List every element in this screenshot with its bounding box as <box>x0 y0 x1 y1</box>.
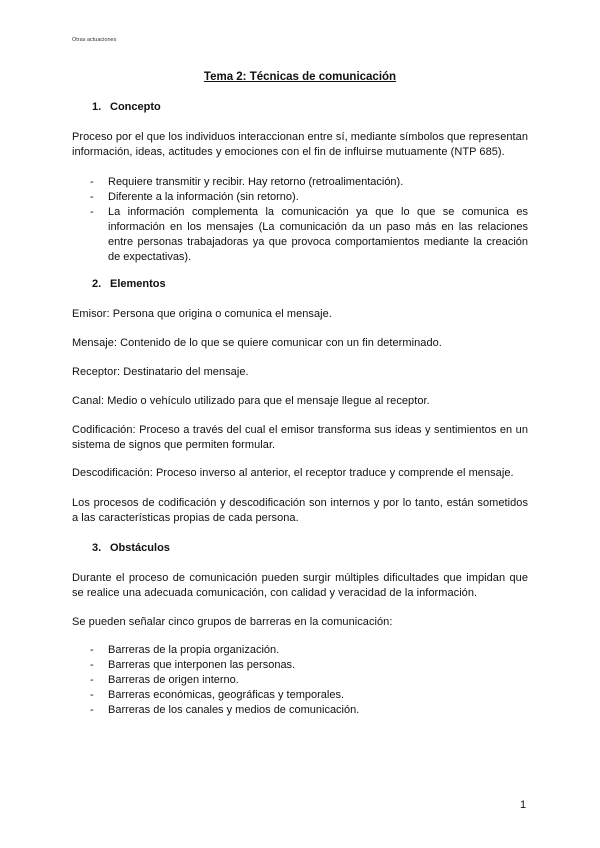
elemento-receptor: Receptor: Destinatario del mensaje. <box>72 366 249 378</box>
section-heading-elementos <box>92 278 166 290</box>
obstaculos-paragraph-1: Durante el proceso de comunicación pueden surgir múltiples dificultades que impidan que se realice una adecuada comunicación, con calidad y veracidad de la información. <box>72 572 528 599</box>
list-item: - Barreras que interponen las personas. <box>90 659 296 671</box>
list-item: - Barreras de los canales y medios de comunicación. <box>90 704 360 716</box>
list-item-text: Barreras que interponen las personas. <box>108 659 296 671</box>
list-item-text: La información complementa la comunicación ya que lo que se comunica es información en los mensajes (La comunicación da un paso más en las relaciones entre personas trabajadoras ya que provoca comportamientos mediante la creación de expectativas). <box>108 206 528 263</box>
list-item-text: Requiere transmitir y recibir. Hay retorno (retroalimentación). <box>108 176 404 188</box>
list-item: - Barreras económicas, geográficas y temporales. <box>90 689 344 701</box>
elemento-descodificacion: Descodificación: Proceso inverso al anterior, el receptor traduce y comprende el mensaje. <box>72 467 514 479</box>
list-item-text: Diferente a la información (sin retorno). <box>108 191 299 203</box>
list-item: - Barreras de la propia organización. <box>90 644 280 656</box>
concepto-paragraph: Proceso por el que los individuos interaccionan entre sí, mediante símbolos que representan información, ideas, actitudes y emociones con el fin de influirse mutuamente (NTP 685). <box>72 131 528 158</box>
section-heading-obstaculos <box>92 542 170 554</box>
list-item: - La información complementa la comunicación ya que lo que se comunica es información en los mensajes (La comunicación da un paso más en las relaciones entre personas trabajadoras ya que provoca comportamientos mediante la creación de expectativas). <box>90 206 528 263</box>
elemento-emisor: Emisor: Persona que origina o comunica el mensaje. <box>72 308 332 320</box>
list-item-text: Barreras de la propia organización. <box>108 644 280 656</box>
list-item: - Diferente a la información (sin retorno). <box>90 191 299 203</box>
section-number: 2. <box>92 278 102 290</box>
elemento-canal: Canal: Medio o vehículo utilizado para que el mensaje llegue al receptor. <box>72 395 430 407</box>
section-number: 1. <box>92 101 102 113</box>
barreras-bullet-list <box>72 643 528 718</box>
list-item-text: Barreras de origen interno. <box>108 674 239 686</box>
list-item: - Barreras de origen interno. <box>90 674 239 686</box>
elemento-mensaje: Mensaje: Contenido de lo que se quiere comunicar con un fin determinado. <box>72 337 442 349</box>
section-title: Elementos <box>110 278 166 290</box>
concepto-bullet-list <box>72 175 528 265</box>
section-title: Obstáculos <box>110 542 170 554</box>
section-title: Concepto <box>110 101 161 113</box>
header-note: Otras actuaciones <box>72 37 117 43</box>
document-title: Tema 2: Técnicas de comunicación <box>203 71 397 83</box>
list-item-text: Barreras económicas, geográficas y temporales. <box>108 689 344 701</box>
section-heading-concepto <box>92 101 161 113</box>
list-item-text: Barreras de los canales y medios de comunicación. <box>108 704 360 716</box>
elemento-codificacion: Codificación: Proceso a través del cual el emisor transforma sus ideas y sentimientos en un sistema de signos que permiten formular. <box>72 424 528 451</box>
obstaculos-paragraph-2: Se pueden señalar cinco grupos de barreras en la comunicación: <box>72 616 393 628</box>
elementos-nota: Los procesos de codificación y descodificación son internos y por lo tanto, están sometidos a las características propias de cada persona. <box>72 497 528 524</box>
list-item: - Requiere transmitir y recibir. Hay retorno (retroalimentación). <box>90 176 404 188</box>
section-number: 3. <box>92 542 102 554</box>
page-number: 1 <box>520 799 527 811</box>
